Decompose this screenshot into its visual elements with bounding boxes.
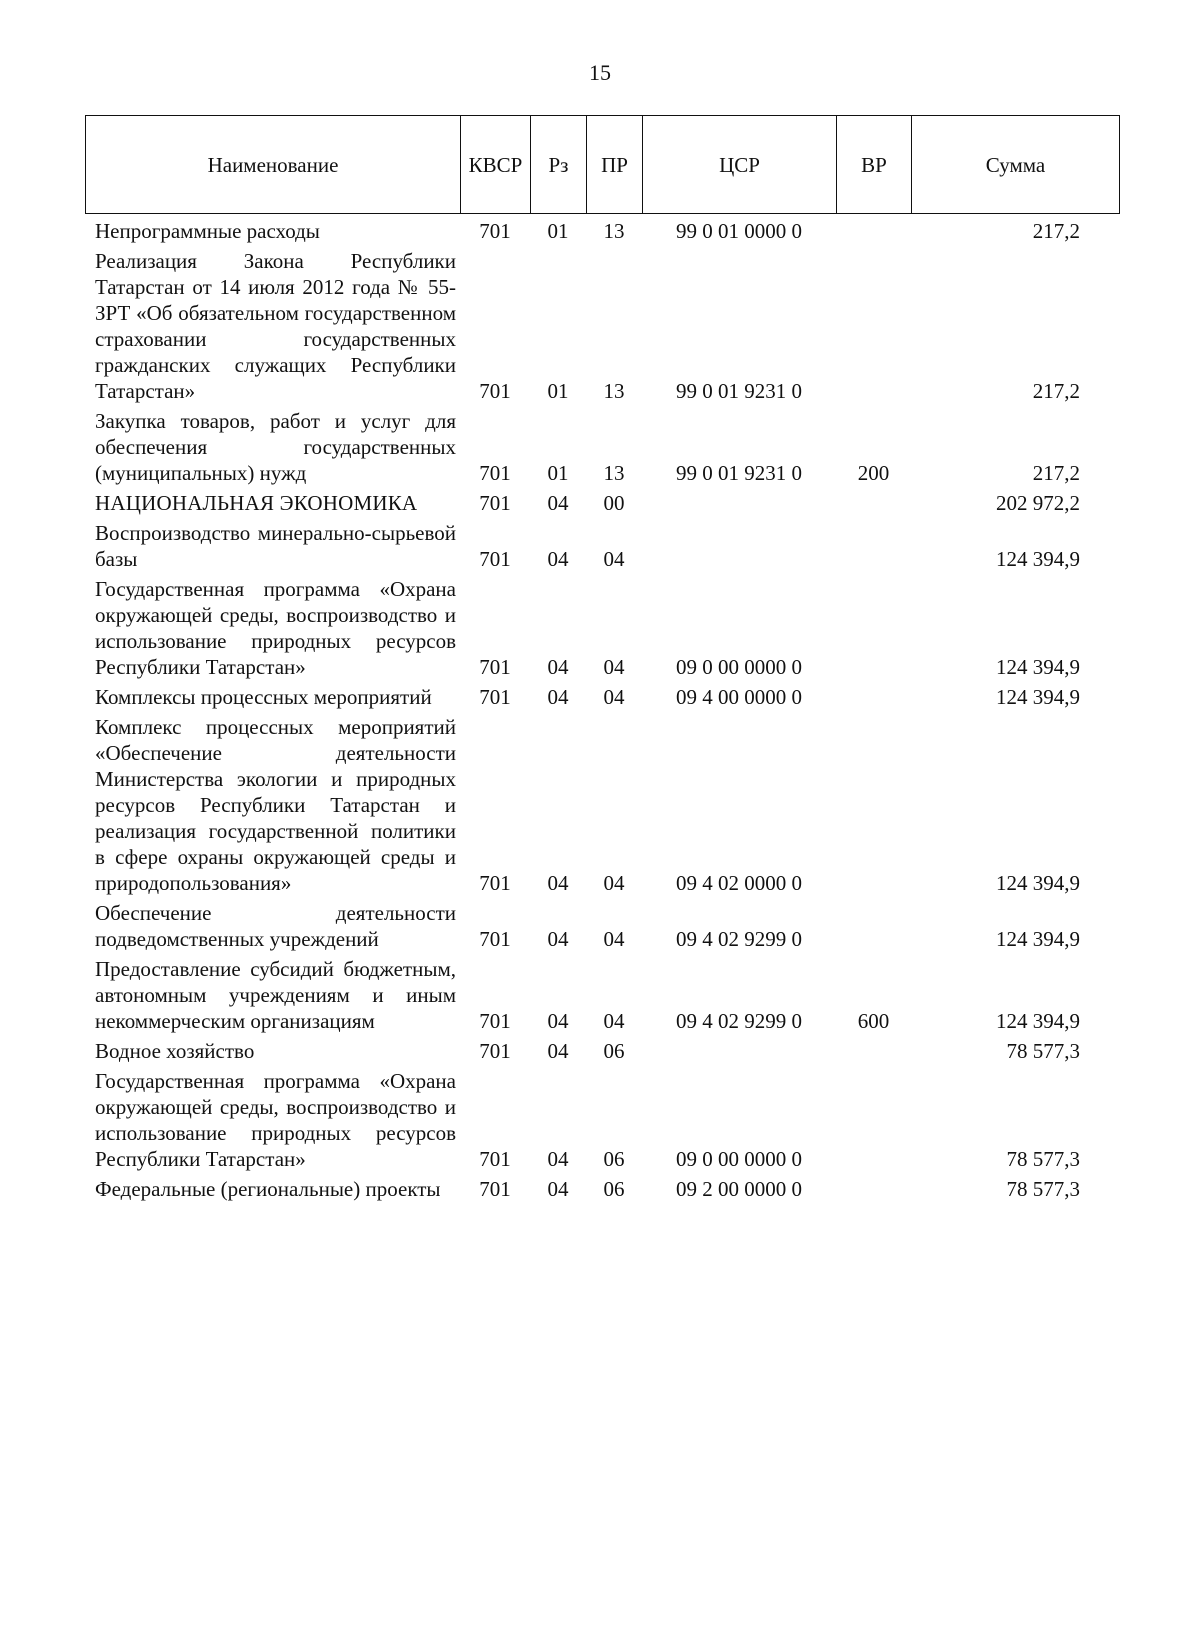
table-row <box>85 1176 1120 1202</box>
header-sum: Сумма <box>985 152 1046 177</box>
row-sum: 78 577,3 <box>1006 1039 1080 1063</box>
row-csr: 99 0 01 0000 0 <box>676 219 802 243</box>
row-rz: 01 <box>547 379 569 403</box>
row-rz: 01 <box>547 219 569 243</box>
row-sum: 124 394,9 <box>996 685 1080 709</box>
row-rz: 04 <box>547 655 569 679</box>
row-rz: 04 <box>547 685 569 709</box>
row-name: Федеральные (региональные) проекты <box>95 1177 441 1201</box>
row-pr: 06 <box>603 1039 625 1063</box>
table-row <box>85 490 1120 516</box>
row-pr: 06 <box>603 1177 625 1201</box>
row-kvsr: 701 <box>479 655 511 679</box>
table-body <box>85 218 1120 1206</box>
row-pr: 04 <box>603 685 625 709</box>
row-kvsr: 701 <box>479 685 511 709</box>
row-rz: 04 <box>547 927 569 951</box>
table-row <box>85 900 1120 952</box>
header-vr: ВР <box>837 116 912 213</box>
row-name: Воспроизводство минерально-сырьевой базы <box>95 521 456 571</box>
row-rz: 04 <box>547 1177 569 1201</box>
row-sum: 217,2 <box>1032 461 1080 485</box>
header-name: Наименование <box>86 116 461 213</box>
row-sum: 217,2 <box>1032 219 1080 243</box>
row-csr: 09 2 00 0000 0 <box>676 1177 802 1201</box>
row-kvsr: 701 <box>479 1177 511 1201</box>
row-rz: 04 <box>547 1039 569 1063</box>
table-row <box>85 520 1120 572</box>
row-kvsr: 701 <box>479 379 511 403</box>
row-kvsr: 701 <box>479 1039 511 1063</box>
row-kvsr: 701 <box>479 491 511 515</box>
row-kvsr: 701 <box>479 461 511 485</box>
row-name: Государственная программа «Охрана окружающей среды, воспроизводство и использование природных ресурсов Республики Татарстан» <box>95 1069 456 1171</box>
row-kvsr: 701 <box>479 871 511 895</box>
table-row <box>85 714 1120 896</box>
row-csr: 99 0 01 9231 0 <box>676 461 802 485</box>
row-rz: 04 <box>547 1147 569 1171</box>
row-sum: 124 394,9 <box>996 871 1080 895</box>
row-name: Комплекс процессных мероприятий «Обеспечение деятельности Министерства экологии и природных ресурсов Республики Татарстан и реализация государственной политики в сфере охраны окружающей среды и природопользования» <box>95 715 456 895</box>
row-name: Государственная программа «Охрана окружающей среды, воспроизводство и использование природных ресурсов Республики Татарстан» <box>95 577 456 679</box>
row-kvsr: 701 <box>479 547 511 571</box>
row-name: Непрограммные расходы <box>95 219 320 243</box>
table-row <box>85 1038 1120 1064</box>
row-csr: 09 4 02 9299 0 <box>676 927 802 951</box>
table-row <box>85 218 1120 244</box>
header-rz: Рз <box>531 116 587 213</box>
row-vr: 200 <box>857 461 890 485</box>
table-row <box>85 576 1120 680</box>
row-rz: 04 <box>547 871 569 895</box>
row-rz: 04 <box>547 547 569 571</box>
row-pr: 00 <box>603 491 625 515</box>
row-pr: 13 <box>603 379 625 403</box>
row-sum: 124 394,9 <box>996 1009 1080 1033</box>
row-sum: 217,2 <box>1032 379 1080 403</box>
row-vr: 600 <box>857 1009 890 1033</box>
row-pr: 04 <box>603 871 625 895</box>
row-csr: 09 0 00 0000 0 <box>676 1147 802 1171</box>
row-pr: 04 <box>603 1009 625 1033</box>
row-csr: 09 4 00 0000 0 <box>676 685 802 709</box>
row-pr: 04 <box>603 547 625 571</box>
header-pr: ПР <box>587 116 643 213</box>
row-sum: 202 972,2 <box>996 491 1080 515</box>
row-kvsr: 701 <box>479 219 511 243</box>
header-kvsr: КВСР <box>461 116 531 213</box>
table-row <box>85 248 1120 404</box>
row-csr: 09 4 02 9299 0 <box>676 1009 802 1033</box>
row-pr: 06 <box>603 1147 625 1171</box>
row-sum: 78 577,3 <box>1006 1147 1080 1171</box>
row-rz: 04 <box>547 491 569 515</box>
row-name: Реализация Закона Республики Татарстан от 14 июля 2012 года № 55-ЗРТ «Об обязательном государственном страховании государственных гражданских служащих Республики Татарстан» <box>95 249 456 403</box>
row-sum: 78 577,3 <box>1006 1177 1080 1201</box>
row-pr: 04 <box>603 927 625 951</box>
table-row <box>85 1068 1120 1172</box>
row-pr: 13 <box>603 219 625 243</box>
row-pr: 13 <box>603 461 625 485</box>
table-row <box>85 956 1120 1034</box>
row-name: Водное хозяйство <box>95 1039 255 1063</box>
row-kvsr: 701 <box>479 1147 511 1171</box>
row-kvsr: 701 <box>479 927 511 951</box>
row-name: Обеспечение деятельности подведомственных учреждений <box>95 901 456 951</box>
row-name: Предоставление субсидий бюджетным, автономным учреждениям и иным некоммерческим организациям <box>95 957 456 1033</box>
row-sum: 124 394,9 <box>996 927 1080 951</box>
row-pr: 04 <box>603 655 625 679</box>
row-rz: 04 <box>547 1009 569 1033</box>
row-sum: 124 394,9 <box>996 547 1080 571</box>
table-row <box>85 408 1120 486</box>
row-name: Комплексы процессных мероприятий <box>95 685 432 709</box>
row-kvsr: 701 <box>479 1009 511 1033</box>
row-rz: 01 <box>547 461 569 485</box>
row-name: Закупка товаров, работ и услуг для обеспечения государственных (муниципальных) нужд <box>95 409 456 485</box>
row-csr: 09 0 00 0000 0 <box>676 655 802 679</box>
table-header <box>85 115 1120 214</box>
row-csr: 09 4 02 0000 0 <box>676 871 802 895</box>
row-name: НАЦИОНАЛЬНАЯ ЭКОНОМИКА <box>95 491 418 515</box>
row-csr: 99 0 01 9231 0 <box>676 379 802 403</box>
header-csr: ЦСР <box>643 116 837 213</box>
table-row <box>85 684 1120 710</box>
page-number: 15 <box>589 60 611 85</box>
row-sum: 124 394,9 <box>996 655 1080 679</box>
